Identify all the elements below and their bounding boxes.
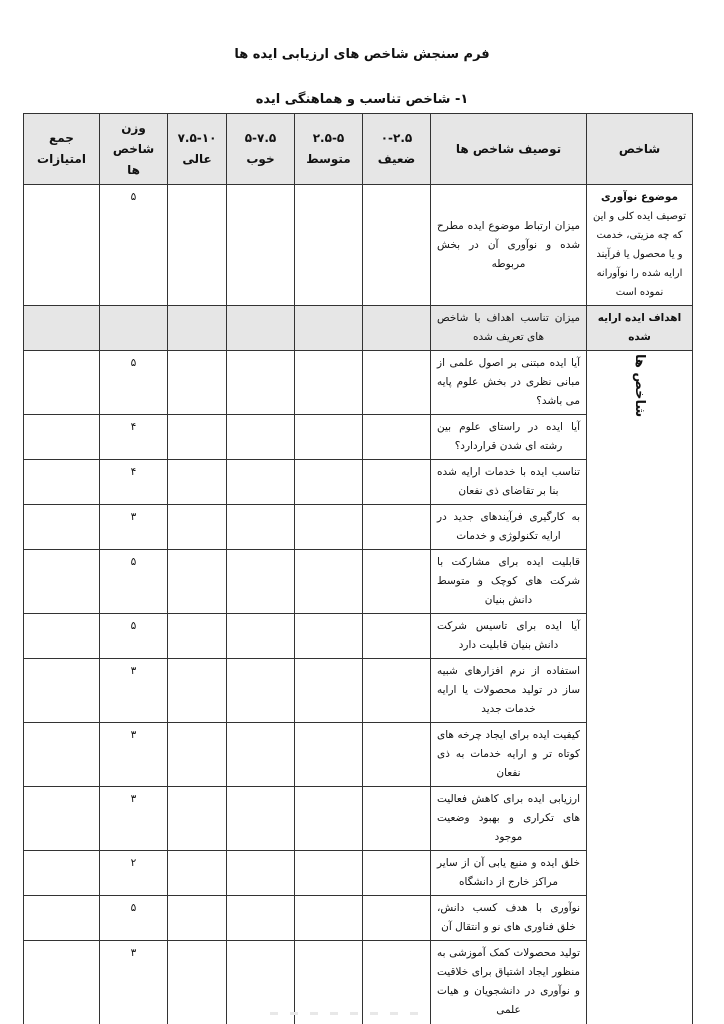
score-cell[interactable] (363, 659, 431, 723)
indicator-description: قابلیت ایده برای مشارکت با شرکت های کوچک و متوسط دانش بنیان (431, 550, 587, 614)
score-cell[interactable] (363, 460, 431, 505)
indicator-description: آیا ایده برای تاسیس شرکت دانش بنیان قابلیت دارد (431, 614, 587, 659)
score-cell[interactable] (168, 460, 227, 505)
score-cell[interactable] (295, 185, 363, 306)
score-cell[interactable] (295, 787, 363, 851)
goals-row (24, 306, 693, 351)
indicator-weight: ۳ (100, 787, 168, 851)
header-total: جمع امتیازات (24, 114, 100, 185)
score-cell[interactable] (295, 505, 363, 550)
score-cell[interactable] (227, 896, 295, 941)
total-cell[interactable] (24, 460, 100, 505)
total-cell[interactable] (24, 851, 100, 896)
score-cell[interactable] (363, 787, 431, 851)
total-cell[interactable] (24, 550, 100, 614)
score-cell[interactable] (168, 185, 227, 306)
score-cell (168, 306, 227, 351)
score-cell[interactable] (295, 614, 363, 659)
total-cell (24, 306, 100, 351)
goals-criterion-cell (587, 306, 693, 351)
indicator-weight: ۳ (100, 659, 168, 723)
score-cell[interactable] (363, 896, 431, 941)
header-medium: ۲.۵-۵ متوسط (295, 114, 363, 185)
indicator-description: به کارگیری فرآیندهای جدید در ارایه تکنولوژی و خدمات (431, 505, 587, 550)
score-cell (295, 306, 363, 351)
header-good: ۵-۷.۵ خوب (227, 114, 295, 185)
score-cell[interactable] (168, 415, 227, 460)
score-cell (227, 306, 295, 351)
indicator-description: خلق ایده و منبع یابی آن از سایر مراکز خارج از دانشگاه (431, 851, 587, 896)
total-cell[interactable] (24, 941, 100, 1024)
total-cell[interactable] (24, 415, 100, 460)
indicator-weight: ۴ (100, 415, 168, 460)
score-cell[interactable] (227, 505, 295, 550)
total-cell[interactable] (24, 787, 100, 851)
indicator-description: آیا ایده در راستای علوم بین رشته ای شدن قراردارد؟ (431, 415, 587, 460)
score-cell[interactable] (168, 941, 227, 1024)
weight-cell (100, 306, 168, 351)
indicator-weight: ۵ (100, 550, 168, 614)
topic-weight: ۵ (100, 185, 168, 306)
score-cell[interactable] (168, 614, 227, 659)
score-cell[interactable] (295, 851, 363, 896)
score-cell[interactable] (295, 415, 363, 460)
section-title: ۱- شاخص تناسب و هماهنگی ایده (255, 92, 469, 107)
indicator-weight: ۳ (100, 505, 168, 550)
score-cell[interactable] (168, 659, 227, 723)
score-cell[interactable] (227, 550, 295, 614)
score-cell[interactable] (227, 351, 295, 415)
score-cell[interactable] (168, 550, 227, 614)
score-cell[interactable] (168, 851, 227, 896)
topic-row (24, 185, 693, 306)
header-row (24, 114, 693, 185)
indicator-row (24, 351, 693, 415)
header-weight: وزن شاخص ها (100, 114, 168, 185)
total-cell[interactable] (24, 185, 100, 306)
indicators-group-cell (587, 351, 693, 1024)
score-cell (363, 306, 431, 351)
score-cell[interactable] (363, 505, 431, 550)
indicator-description: تناسب ایده با خدمات ارایه شده بنا بر تقاضای ذی نفعان (431, 460, 587, 505)
score-cell[interactable] (168, 787, 227, 851)
total-cell[interactable] (24, 614, 100, 659)
indicator-weight: ۵ (100, 614, 168, 659)
score-cell[interactable] (363, 550, 431, 614)
total-cell[interactable] (24, 723, 100, 787)
total-cell[interactable] (24, 351, 100, 415)
score-cell[interactable] (168, 505, 227, 550)
score-cell[interactable] (227, 415, 295, 460)
score-cell[interactable] (168, 351, 227, 415)
indicator-weight: ۲ (100, 851, 168, 896)
score-cell[interactable] (363, 723, 431, 787)
indicator-description: تولید محصولات کمک آموزشی به منظور ایجاد اشتیاق برای خلاقیت و نوآوری در دانشجویان و هیات علمی (431, 941, 587, 1024)
score-cell[interactable] (295, 896, 363, 941)
score-cell[interactable] (363, 614, 431, 659)
header-description: توصیف شاخص ها (431, 114, 587, 185)
indicator-description: استفاده از نرم افزارهای شبیه ساز در تولید محصولات یا ارایه خدمات جدید (431, 659, 587, 723)
indicators-group-label: شاخص ها (632, 354, 647, 418)
topic-subtitle: توصیف ایده کلی و این که چه مزیتی، خدمت و یا محصول یا فرآیند ارایه شده را نوآورانه نموده است (593, 211, 686, 298)
indicator-weight: ۳ (100, 723, 168, 787)
score-cell[interactable] (227, 851, 295, 896)
score-cell[interactable] (295, 460, 363, 505)
score-cell[interactable] (168, 896, 227, 941)
score-cell[interactable] (363, 185, 431, 306)
indicator-description: نوآوری با هدف کسب دانش، خلق فناوری های نو و انتقال آن (431, 896, 587, 941)
indicator-weight: ۵ (100, 896, 168, 941)
total-cell[interactable] (24, 659, 100, 723)
total-cell[interactable] (24, 505, 100, 550)
header-excellent: ۷.۵-۱۰ عالی (168, 114, 227, 185)
score-cell[interactable] (227, 460, 295, 505)
goals-title: اهداف ایده ارایه شده (597, 312, 682, 343)
indicator-description: ارزیابی ایده برای کاهش فعالیت های تکراری و بهبود وضعیت موجود (431, 787, 587, 851)
indicator-weight: ۵ (100, 351, 168, 415)
topic-description: میزان ارتباط موضوع ایده مطرح شده و نوآوری آن در بخش مربوطه (431, 185, 587, 306)
score-cell[interactable] (363, 851, 431, 896)
indicator-description: کیفیت ایده برای ایجاد چرخه های کوتاه تر و ارایه خدمات به ذی نفعان (431, 723, 587, 787)
score-cell[interactable] (168, 723, 227, 787)
score-cell[interactable] (295, 723, 363, 787)
indicator-weight: ۳ (100, 941, 168, 1024)
page-title: فرم سنجش شاخص های ارزیابی ایده ها (234, 47, 490, 62)
total-cell[interactable] (24, 896, 100, 941)
goals-description: میزان تناسب اهداف با شاخص های تعریف شده (431, 306, 587, 351)
score-cell[interactable] (363, 351, 431, 415)
topic-criterion-cell (587, 185, 693, 306)
score-cell[interactable] (227, 185, 295, 306)
header-weak: ۰-۲.۵ ضعیف (363, 114, 431, 185)
score-cell[interactable] (227, 614, 295, 659)
score-cell[interactable] (227, 723, 295, 787)
indicator-weight: ۴ (100, 460, 168, 505)
score-cell[interactable] (295, 550, 363, 614)
header-criterion: شاخص (587, 114, 693, 185)
topic-title: موضوع نوآوری (601, 191, 678, 203)
indicator-description: آیا ایده مبتنی بر اصول علمی از مبانی نظری در بخش علوم پایه می باشد؟ (431, 351, 587, 415)
score-cell[interactable] (227, 787, 295, 851)
score-cell[interactable] (227, 659, 295, 723)
score-cell[interactable] (363, 415, 431, 460)
evaluation-table (23, 113, 693, 1024)
score-cell[interactable] (295, 351, 363, 415)
score-cell[interactable] (295, 659, 363, 723)
page-footer-mark (270, 1012, 460, 1020)
